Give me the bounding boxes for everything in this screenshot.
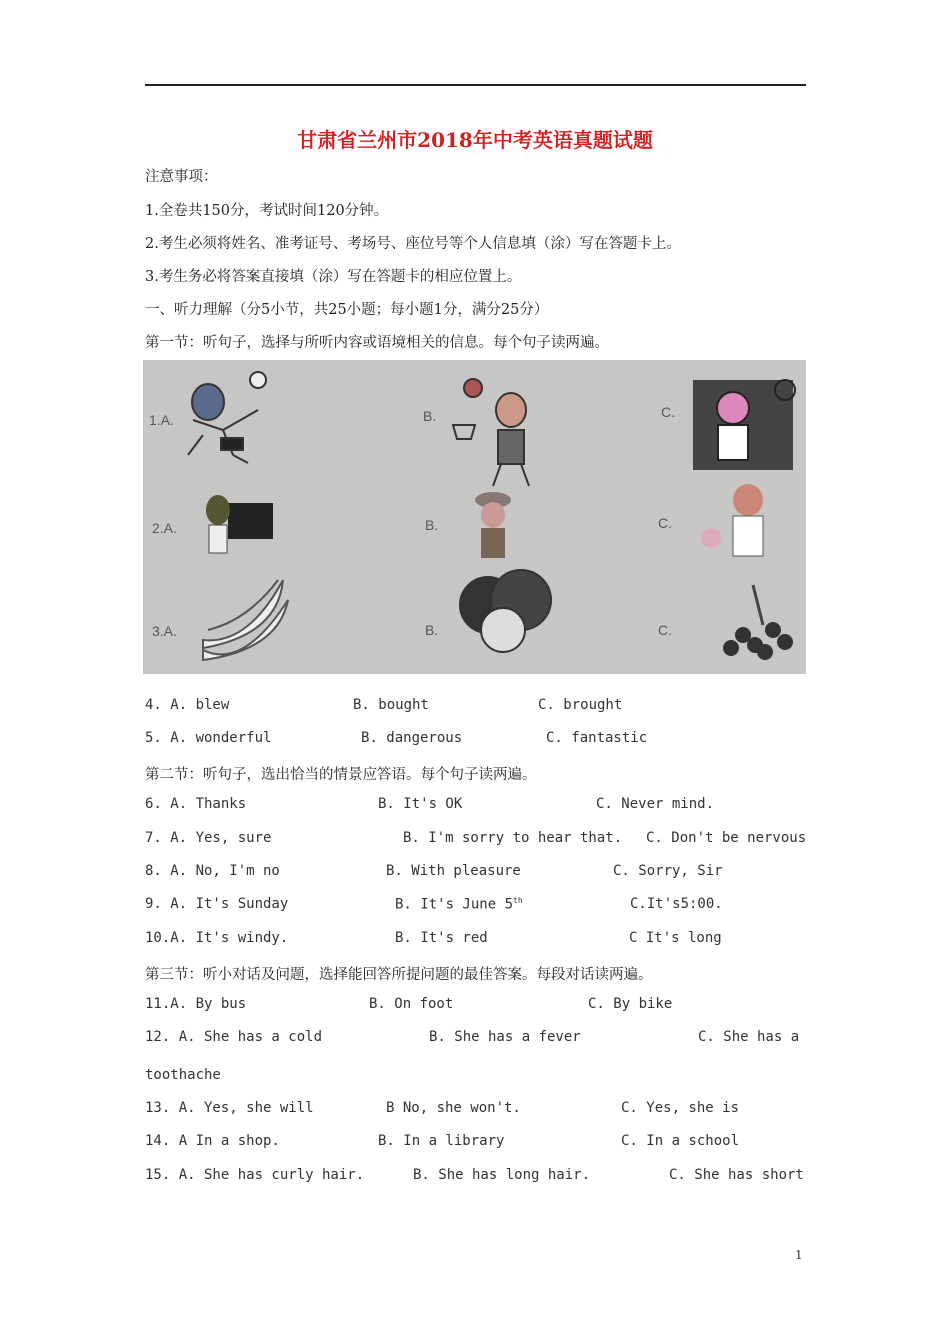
q4-option-c: C. brought — [538, 697, 623, 713]
q12-option-c-continued: toothache — [145, 1067, 221, 1083]
q14-option-a: 14. A In a shop. — [145, 1133, 280, 1149]
q13-option-c: C. Yes, she is — [621, 1100, 740, 1116]
q15-option-c: C. She has short — [669, 1167, 804, 1183]
nurse-image — [733, 484, 763, 516]
q7-option-b: B. I'm sorry to hear that. — [403, 830, 623, 846]
row1-label-b: B. — [423, 408, 437, 424]
apples-image — [460, 570, 551, 652]
q12-option-b: B. She has a fever — [429, 1029, 581, 1045]
q13-option-a: 13. A. Yes, she will — [145, 1100, 314, 1116]
part-one-heading: 一、听力理解（分5小节，共25小题；每小题1分，满分25分） — [145, 302, 549, 318]
q8-option-c: C. Sorry, Sir — [613, 863, 723, 879]
teacher-image — [206, 495, 230, 525]
pictures-illustration — [143, 360, 806, 674]
q11-option-b: B. On foot — [369, 996, 454, 1012]
q9-option-b-text: B. It's June 5 — [395, 896, 514, 913]
section-two-heading: 第二节：听句子，选出恰当的情景应答语。每个句子读两遍。 — [145, 767, 537, 783]
q5-option-a: 5. A. wonderful — [145, 730, 272, 746]
row3-label-c: C. — [658, 622, 672, 638]
notice-item-3: 3.考生务必将答案直接填（涂）写在答题卡的相应位置上。 — [145, 269, 522, 285]
section-one-heading: 第一节：听句子，选择与所听内容或语境相关的信息。每个句子读两遍。 — [145, 335, 609, 351]
blackboard-image — [228, 503, 273, 539]
basketball-player-image — [453, 379, 529, 486]
section-three-heading: 第三节：听小对话及问题，选择能回答所提问题的最佳答案。每段对话读两遍。 — [145, 967, 653, 983]
row2-label-b: B. — [425, 517, 439, 533]
page-number: 1 — [795, 1248, 803, 1262]
q15-option-a: 15. A. She has curly hair. — [145, 1167, 365, 1183]
q14-option-b: B. In a library — [378, 1133, 505, 1149]
q9-option-c: C.It's5:00. — [630, 896, 723, 912]
q4-option-b: B. bought — [353, 697, 429, 713]
notice-item-2: 2.考生必须将姓名、准考证号、考场号、座位号等个人信息填（涂）写在答题卡上。 — [145, 236, 681, 252]
q10-option-c: C It's long — [629, 930, 722, 946]
soccer-player-image — [188, 372, 266, 463]
q9-option-b — [395, 896, 523, 913]
q6-option-c: C. Never mind. — [596, 796, 715, 812]
q7-option-a: 7. A. Yes, sure — [145, 830, 272, 846]
q8-option-b: B. With pleasure — [386, 863, 521, 879]
bananas-image — [203, 580, 288, 660]
page-title: 甘肃省兰州市2018年中考英语真题试题 — [297, 128, 653, 152]
q11-option-c: C. By bike — [588, 996, 673, 1012]
notice-item-1: 1.全卷共150分，考试时间120分钟。 — [145, 203, 389, 219]
q9-option-a: 9. A. It's Sunday — [145, 896, 289, 912]
row2-label-a: 2.A. — [152, 520, 177, 536]
q6-option-a: 6. A. Thanks — [145, 796, 247, 812]
q12-option-a: 12. A. She has a cold — [145, 1029, 323, 1045]
q4-option-a: 4. A. blew — [145, 697, 230, 713]
q5-option-b: B. dangerous — [361, 730, 463, 746]
grapes-image — [723, 585, 793, 660]
notice-heading: 注意事项： — [145, 169, 218, 185]
row1-label-c: C. — [661, 404, 675, 420]
row2-label-c: C. — [658, 515, 672, 531]
q10-option-a: 10.A. It's windy. — [145, 930, 289, 946]
row3-label-a: 3.A. — [152, 623, 177, 639]
header-rule — [145, 84, 806, 86]
q14-option-c: C. In a school — [621, 1133, 740, 1149]
q7-option-c: C. Don't be nervous — [646, 830, 807, 846]
row1-label-a: 1.A. — [149, 412, 174, 428]
q11-option-a: 11.A. By bus — [145, 996, 247, 1012]
q5-option-c: C. fantastic — [546, 730, 648, 746]
q12-option-c: C. She has a — [698, 1029, 800, 1045]
q15-option-b: B. She has long hair. — [413, 1167, 591, 1183]
listening-pictures — [143, 360, 806, 674]
q8-option-a: 8. A. No, I'm no — [145, 863, 280, 879]
row3-label-b: B. — [425, 622, 439, 638]
q10-option-b: B. It's red — [395, 930, 488, 946]
q13-option-b: B No, she won't. — [386, 1100, 521, 1116]
q6-option-b: B. It's OK — [378, 796, 463, 812]
q9-option-b-sup: th — [513, 896, 523, 905]
